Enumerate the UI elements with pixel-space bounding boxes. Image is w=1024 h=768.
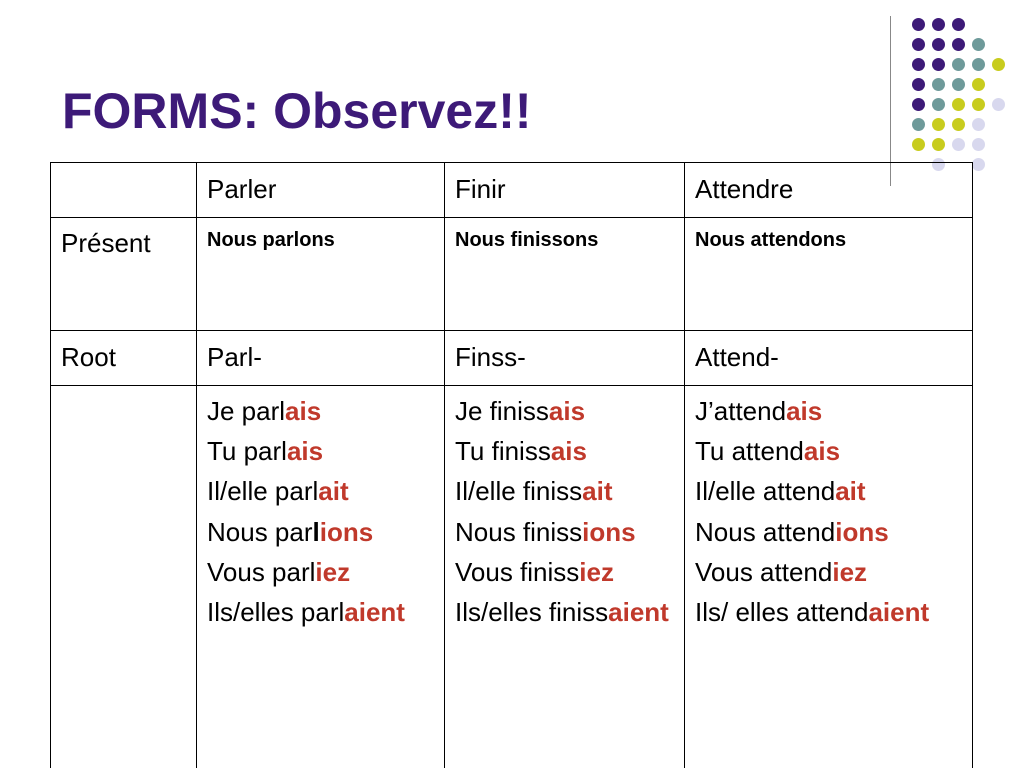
decorative-dot <box>912 18 925 31</box>
conjugation-line <box>207 436 436 467</box>
decorative-dot <box>912 138 925 151</box>
imparfait-ending: ais <box>803 436 841 467</box>
conjugation-line <box>695 436 964 467</box>
decorative-vertical-line <box>890 16 891 186</box>
imparfait-ending: iez <box>315 556 351 587</box>
imparfait-forms-row <box>51 386 973 768</box>
root-cell-parler: Parl- <box>197 331 445 386</box>
conjugation-line <box>207 557 436 588</box>
verb-stem: Ils/elles finiss <box>455 596 609 627</box>
decorative-dot <box>972 78 985 91</box>
imparfait-ending: ais <box>786 396 823 426</box>
verb-stem: J’attend <box>695 396 787 426</box>
verb-stem: Tu parl <box>207 436 287 467</box>
decorative-dot <box>952 138 965 151</box>
imparfait-ending: ais <box>548 396 586 426</box>
verb-stem: Je parl <box>207 396 286 426</box>
verb-stem: Tu attend <box>695 436 804 467</box>
conjugation-line <box>455 396 676 427</box>
verb-stem: Ils/ elles attend <box>695 596 869 627</box>
conjugation-line <box>455 597 676 628</box>
decorative-dot <box>912 38 925 51</box>
imparfait-ending: ais <box>550 436 587 467</box>
verb-stem: Il/elle attend <box>695 476 836 507</box>
verb-stem: Vous finiss <box>455 556 580 587</box>
imparfait-ending: aient <box>344 596 405 627</box>
present-label: Présent <box>51 218 197 331</box>
forms-cell-parler <box>197 386 445 768</box>
forms-cell-attendre <box>685 386 973 768</box>
verb-stem: Ils/elles parl <box>207 596 345 627</box>
decorative-dot <box>972 158 985 171</box>
header-cell-parler: Parler <box>197 163 445 218</box>
imparfait-ending: aient <box>608 596 669 627</box>
decorative-dot <box>912 118 925 131</box>
verb-stem: Vous parl <box>207 556 316 587</box>
verb-stem: Il/elle parl <box>207 476 319 507</box>
decorative-dot <box>932 98 945 111</box>
conjugation-line <box>207 517 436 548</box>
decorative-dot <box>912 78 925 91</box>
header-row <box>51 163 973 218</box>
verb-stem: Vous attend <box>695 556 833 587</box>
decorative-dot <box>972 38 985 51</box>
imparfait-ending: ions <box>835 516 889 547</box>
imparfait-ending: ait <box>835 476 866 507</box>
verb-stem: Nous attend <box>695 516 836 547</box>
conjugation-line <box>455 557 676 588</box>
decorative-dot <box>972 138 985 151</box>
decorative-dot <box>972 58 985 71</box>
decorative-dot <box>932 18 945 31</box>
present-cell-parler: Nous parlons <box>197 218 445 331</box>
conjugation-line <box>455 517 676 548</box>
conjugation-table <box>50 162 973 768</box>
verb-stem: Tu finiss <box>455 436 551 467</box>
imparfait-ending: ions <box>582 516 636 547</box>
header-cell-empty <box>51 163 197 218</box>
conjugation-line <box>695 396 964 427</box>
present-cell-finir: Nous finissons <box>445 218 685 331</box>
imparfait-ending: iez <box>579 556 614 587</box>
root-cell-attendre: Attend- <box>685 331 973 386</box>
verb-stem: Je finiss <box>455 396 549 426</box>
root-label: Root <box>51 331 197 386</box>
verb-stem-bold: l <box>312 516 320 547</box>
conjugation-line <box>207 597 436 628</box>
imparfait-ending: aient <box>868 596 930 627</box>
conjugation-line <box>695 517 964 548</box>
present-cell-attendre: Nous attendons <box>685 218 973 331</box>
imparfait-ending: iez <box>832 556 868 587</box>
decorative-dot <box>952 78 965 91</box>
decorative-dot <box>932 78 945 91</box>
root-cell-finir: Finss- <box>445 331 685 386</box>
conjugation-line <box>695 557 964 588</box>
conjugation-line <box>207 396 436 427</box>
present-row <box>51 218 973 331</box>
decorative-dot <box>992 98 1005 111</box>
imparfait-ending: ait <box>318 476 349 507</box>
conjugation-line <box>455 436 676 467</box>
decorative-dot <box>972 118 985 131</box>
decorative-dot <box>952 38 965 51</box>
imparfait-ending: ais <box>285 396 322 426</box>
conjugation-line <box>207 476 436 507</box>
decorative-dot <box>932 138 945 151</box>
decorative-dot <box>952 58 965 71</box>
decorative-dot <box>932 118 945 131</box>
decorative-dot <box>912 58 925 71</box>
header-cell-finir: Finir <box>445 163 685 218</box>
decorative-dot <box>932 58 945 71</box>
imparfait-ending: ions <box>319 516 374 547</box>
forms-cell-finir <box>445 386 685 768</box>
decorative-dot <box>952 118 965 131</box>
decorative-dot <box>912 98 925 111</box>
verb-stem: Nous finiss <box>455 516 583 547</box>
imparfait-ending: ait <box>582 476 613 507</box>
verb-stem: Nous par <box>207 516 313 547</box>
decorative-dot <box>952 18 965 31</box>
slide-title: FORMS: Observez!! <box>62 83 532 139</box>
decorative-dot <box>952 98 965 111</box>
header-cell-attendre: Attendre <box>685 163 973 218</box>
verb-stem: Il/elle finiss <box>455 476 583 507</box>
conjugation-line <box>455 476 676 507</box>
decorative-dot <box>972 98 985 111</box>
decorative-dot <box>932 38 945 51</box>
decorative-dot <box>992 58 1005 71</box>
conjugation-line <box>695 597 964 628</box>
imparfait-ending: ais <box>286 436 324 467</box>
forms-label <box>51 386 197 768</box>
root-row <box>51 331 973 386</box>
conjugation-line <box>695 476 964 507</box>
